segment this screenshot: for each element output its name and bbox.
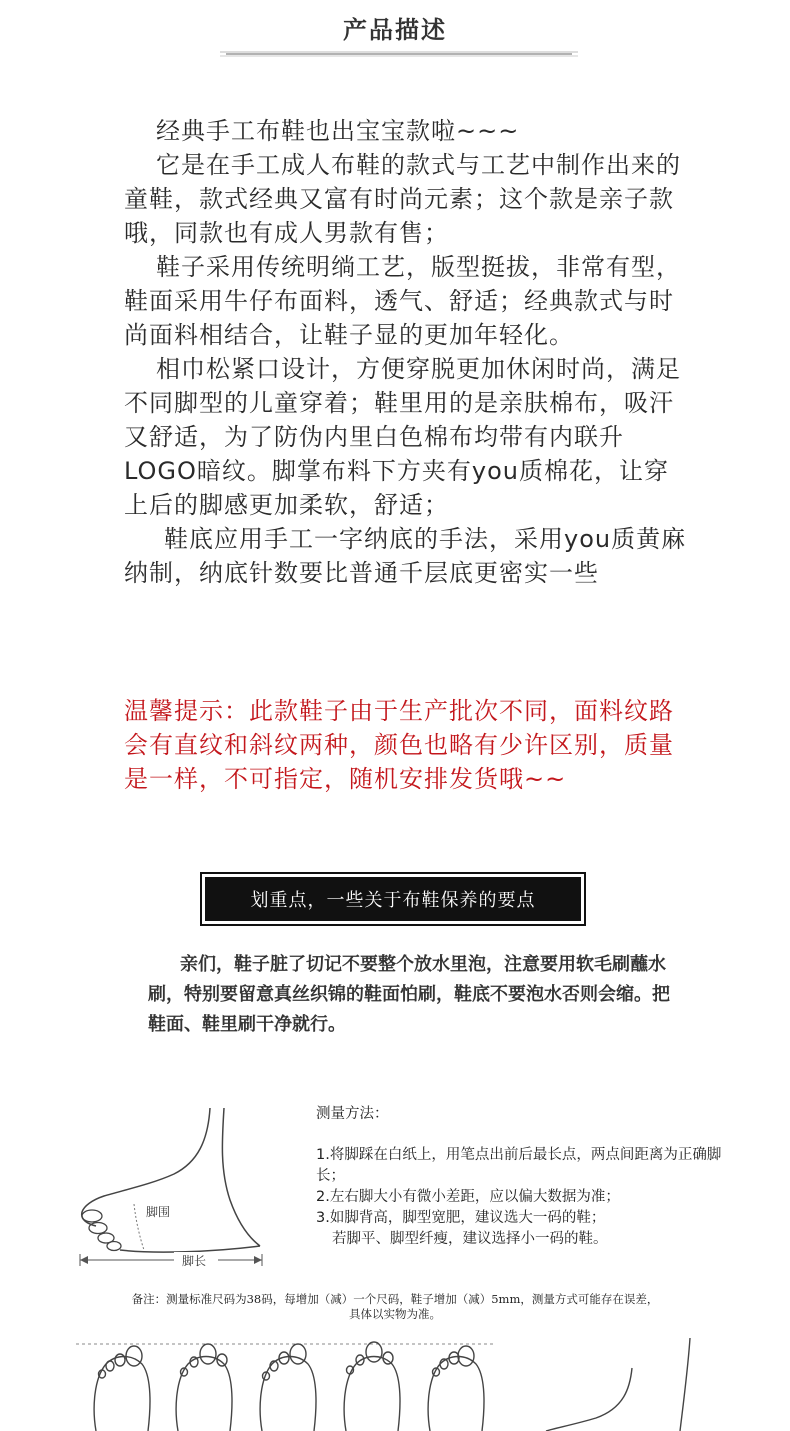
foot-side-icon [546,1368,632,1431]
care-banner-label: 划重点，一些关于布鞋保养的要点 [205,877,581,921]
note-line: 具体以实物为准。 [349,1307,441,1321]
foot-shape-icon [260,1344,316,1431]
care-instructions [148,950,678,1040]
girth-label: 脚围 [146,1205,171,1219]
foot-types-illustration [76,1338,716,1431]
care-text: 亲们，鞋子脏了切记不要整个放水里泡，注意要用软毛刷蘸水刷，特别要留意真丝织锦的鞋面怕刷，鞋底不要泡水否则会缩。把鞋面、鞋里刷干净就行。 [148,954,670,1035]
foot-shape-icon [94,1346,150,1431]
measure-step: 2.左右脚大小有微小差距，应以偏大数据为准； [316,1189,620,1205]
measure-step: 若脚平、脚型纤瘦，建议选择小一码的鞋。 [332,1231,608,1247]
warm-tip: 温馨提示：此款鞋子由于生产批次不同，面料纹路会有直纹和斜纹两种，颜色也略有少许区别，质量是一样，不可指定，随机安排发货哦~~ [124,697,674,793]
measure-note [60,1292,730,1322]
product-description [124,114,690,590]
foot-shape-icon [344,1342,400,1431]
measure-step: 1.将脚踩在白纸上，用笔点出前后最长点，两点间距离为正确脚长； [316,1147,722,1184]
measure-method [316,1104,736,1250]
length-label: 脚长 [182,1254,207,1268]
note-line: 备注：测量标准尺码为38码，每增加（减）一个尺码，鞋子增加（减）5mm，测量方式可能存在误差， [131,1292,659,1306]
description-paragraph: 经典手工布鞋也出宝宝款啦~~~ [156,117,520,145]
care-banner [200,872,586,926]
foot-side-icon [680,1338,690,1431]
section-title: 产品描述 [343,16,447,44]
measure-step: 3.如脚背高，脚型宽肥，建议选大一码的鞋； [316,1210,606,1226]
description-paragraph: 鞋子采用传统明绱工艺，版型挺拔，非常有型，鞋面采用牛仔布面料，透气、舒适；经典款式与时尚面料相结合，让鞋子显的更加年轻化。 [124,253,681,349]
description-paragraph: 它是在手工成人布鞋的款式与工艺中制作出来的童鞋，款式经典又富有时尚元素；这个款是亲子款哦，同款也有成人男款有售； [124,151,681,247]
measure-heading: 测量方法： [316,1106,389,1122]
foot-measure-illustration [74,1100,314,1280]
description-paragraph: 鞋底应用手工一字纳底的手法，采用you质黄麻纳制，纳底针数要比普通千层底更密实一些 [124,525,687,587]
description-paragraph: 相巾松紧口设计，方便穿脱更加休闲时尚，满足不同脚型的儿童穿着；鞋里用的是亲肤棉布，吸汗又舒适，为了防伪内里白色棉布均带有内联升LOGO暗纹。脚掌布料下方夹有you质棉花，让穿上后的脚感更加柔软，舒适； [124,355,681,519]
foot-shape-icon [176,1344,232,1431]
foot-shape-icon [428,1346,484,1431]
title-divider [220,50,578,58]
